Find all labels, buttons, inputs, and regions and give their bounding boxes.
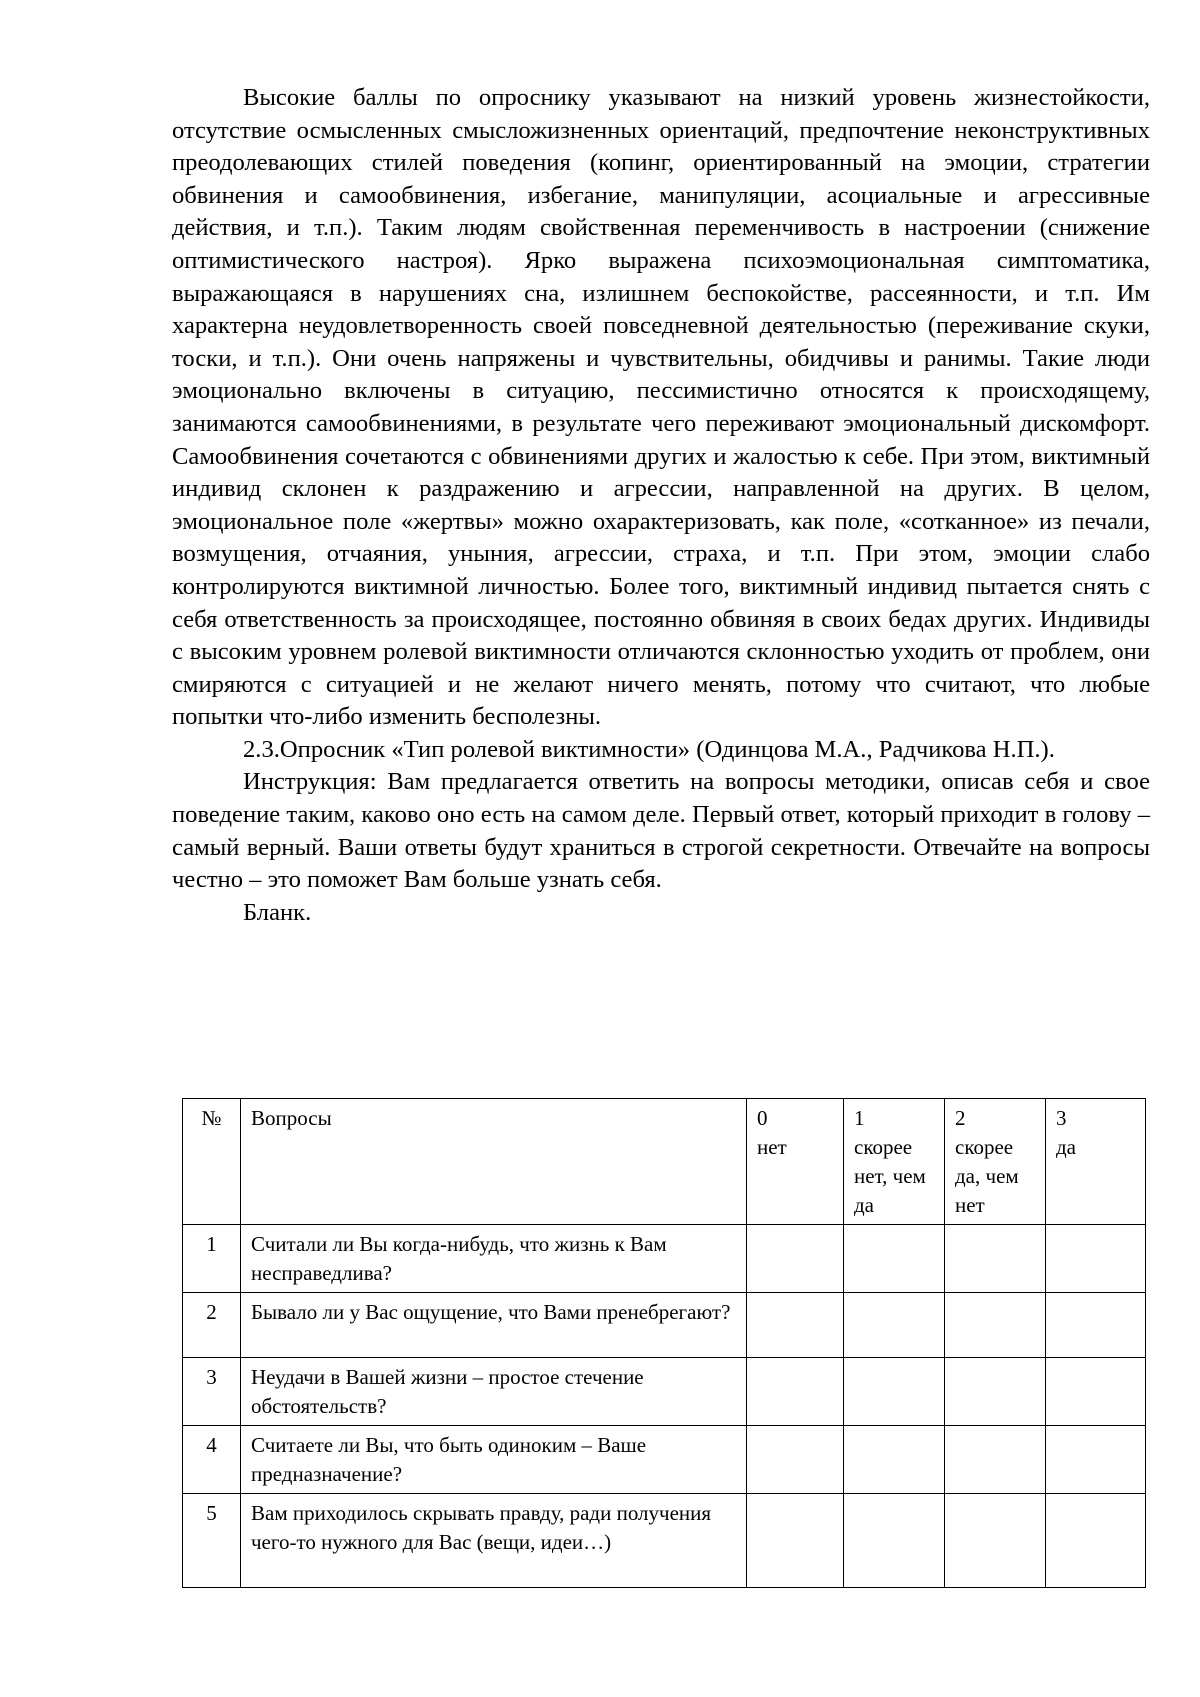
table-header-row: [183, 1099, 1146, 1225]
option-label: скорее да, чем нет: [955, 1135, 1019, 1217]
header-option-1: [844, 1099, 945, 1225]
option-value: 0: [757, 1106, 768, 1130]
answer-cell-0[interactable]: [747, 1293, 844, 1358]
paragraph-high-scores: Высокие баллы по опроснику указывают на низкий уровень жизнестойкости, отсутствие осмысленных смысложизненных ориентаций, предпочтение неконструктивных преодолевающих стилей поведения (копинг, ориентированный на эмоции, стратегии обвинения и самообвинения, избегание, манипуляции, асоциальные и агрессивные действия, и т.п.). Таким людям свойственная переменчивость в настроении (снижение оптимистического настроя). Ярко выражена психоэмоциональная симптоматика, выражающаяся в нарушениях сна, излишнем беспокойстве, рассеянности, и т.п. Им характерна неудовлетворенность своей повседневной деятельностью (переживание скуки, тоски, и т.п.). Они очень напряжены и чувствительны, обидчивы и ранимы. Такие люди эмоционально включены в ситуацию, пессимистично относятся к происходящему, занимаются самообвинениями, в результате чего переживают эмоциональный дискомфорт. Самообвинения сочетаются с обвинениями других и жалостью к себе. При этом, виктимный индивид склонен к раздражению и агрессии, направленной на других. В целом, эмоциональное поле «жертвы» можно охарактеризовать, как поле, «сотканное» из печали, возмущения, отчаяния, уныния, агрессии, страха, и т.п. При этом, эмоции слабо контролируются виктимной личностью. Более того, виктимный индивид пытается снять с себя ответственность за происходящее, постоянно обвиняя в своих бедах других. Индивиды с высоким уровнем ролевой виктимности отличаются склонностью уходить от проблем, они смиряются с ситуацией и не желают ничего менять, потому что считают, что любые попытки что-либо изменить бесполезны.: [172, 84, 1150, 731]
answer-cell-0[interactable]: [747, 1494, 844, 1588]
answer-cell-1[interactable]: [844, 1358, 945, 1426]
option-label: да: [1056, 1135, 1077, 1159]
answer-cell-2[interactable]: [945, 1293, 1046, 1358]
row-number: 5: [183, 1494, 241, 1588]
row-number: 1: [183, 1225, 241, 1293]
answer-cell-0[interactable]: [747, 1225, 844, 1293]
option-label: скорее нет, чем да: [854, 1135, 926, 1217]
paragraph-questionnaire-title: 2.3.Опросник «Тип ролевой виктимности» (Одинцова М.А., Радчикова Н.П.).: [243, 735, 1055, 763]
blank-label: Бланк.: [243, 898, 312, 926]
header-option-2: [945, 1099, 1046, 1225]
row-question: Неудачи в Вашей жизни – простое стечение обстоятельств?: [241, 1358, 747, 1426]
answer-cell-0[interactable]: [747, 1426, 844, 1494]
table-row: [183, 1358, 1146, 1426]
option-value: 1: [854, 1106, 865, 1130]
table-row: [183, 1225, 1146, 1293]
answer-cell-2[interactable]: [945, 1426, 1046, 1494]
answer-cell-1[interactable]: [844, 1225, 945, 1293]
answer-cell-3[interactable]: [1046, 1426, 1146, 1494]
answer-cell-3[interactable]: [1046, 1225, 1146, 1293]
answer-cell-2[interactable]: [945, 1358, 1046, 1426]
row-question: Считали ли Вы когда-нибудь, что жизнь к Вам несправедлива?: [241, 1225, 747, 1293]
paragraph-instruction: Инструкция: Вам предлагается ответить на вопросы методики, описав себя и свое поведение таким, каково оно есть на самом деле. Первый ответ, который приходит в голову – самый верный. Ваши ответы будут храниться в строгой секретности. Отвечайте на вопросы честно – это поможет Вам больше узнать себя.: [172, 768, 1150, 894]
table-row: [183, 1494, 1146, 1588]
row-question: Считаете ли Вы, что быть одиноким – Ваше предназначение?: [241, 1426, 747, 1494]
row-question: Бывало ли у Вас ощущение, что Вами пренебрегают?: [241, 1293, 747, 1358]
answer-cell-0[interactable]: [747, 1358, 844, 1426]
row-number: 2: [183, 1293, 241, 1358]
header-number: №: [183, 1099, 241, 1225]
answer-cell-2[interactable]: [945, 1225, 1046, 1293]
option-value: 3: [1056, 1106, 1067, 1130]
answer-cell-2[interactable]: [945, 1494, 1046, 1588]
document-page: [172, 82, 1150, 929]
answer-cell-1[interactable]: [844, 1426, 945, 1494]
row-number: 3: [183, 1358, 241, 1426]
answer-form-table: [182, 1098, 1146, 1588]
answer-cell-1[interactable]: [844, 1494, 945, 1588]
table-row: [183, 1293, 1146, 1358]
header-option-0: [747, 1099, 844, 1225]
answer-cell-3[interactable]: [1046, 1494, 1146, 1588]
header-questions: Вопросы: [241, 1099, 747, 1225]
row-number: 4: [183, 1426, 241, 1494]
header-option-3: [1046, 1099, 1146, 1225]
table-row: [183, 1426, 1146, 1494]
answer-cell-3[interactable]: [1046, 1358, 1146, 1426]
row-question: Вам приходилось скрывать правду, ради получения чего-то нужного для Вас (вещи, идеи…): [241, 1494, 747, 1588]
answer-cell-3[interactable]: [1046, 1293, 1146, 1358]
option-label: нет: [757, 1135, 787, 1159]
option-value: 2: [955, 1106, 966, 1130]
answer-cell-1[interactable]: [844, 1293, 945, 1358]
